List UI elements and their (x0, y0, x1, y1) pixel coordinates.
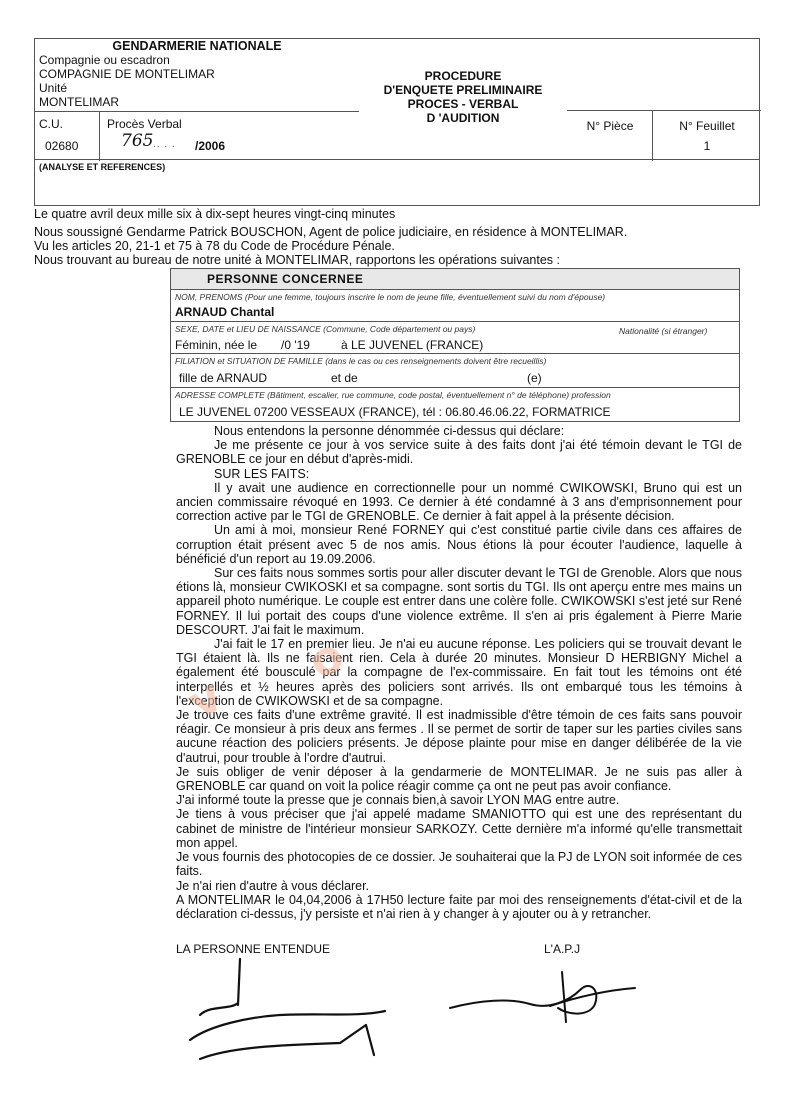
feuillet-label: N° Feuillet (679, 119, 735, 133)
statement-p13: Je n'ai rien d'autre à vous déclarer. (176, 878, 370, 893)
cu-row (35, 111, 359, 161)
filiation-suffix: (e) (527, 371, 542, 385)
pv-label: Procès Verbal (107, 117, 182, 131)
signature-right-drawing (440, 960, 640, 1040)
signature-left-drawing (170, 955, 400, 1075)
pv-dots: .. . . (153, 139, 176, 150)
statement-body (176, 424, 742, 921)
person-address-row (171, 387, 739, 421)
filiation-mother: et de (331, 371, 358, 385)
unit-name: MONTELIMAR (39, 95, 120, 109)
person-section-title: PERSONNE CONCERNEE (207, 272, 364, 286)
title-line-1: PROCEDURE (424, 69, 502, 83)
person-header-row (171, 269, 739, 289)
statement-p10: J'ai informé toute la presse que je connais bien,à savoir LYON MAG entre autre. (176, 793, 620, 808)
signature-right-label: L'A.P.J (544, 942, 581, 956)
person-box (170, 268, 740, 422)
header-title-cell (359, 39, 567, 161)
statement-p9: Je suis obliger de venir déposer à la gendarmerie de MONTELIMAR. Je ne suis pas aller à GRENOBLE car quand on voit la police réagir comme ça ont ne peut pas avoir confiance. (176, 764, 742, 794)
person-filiation-row (171, 353, 739, 387)
statement-p6: Sur ces faits nous sommes sortis pour aller discuter devant le TGI de Grenoble. Alors que nous étions là, monsieur CWIKOSKI et sa compagne. sont sortis du TGI. Ils ont aperçu entre mes mains un appareil photo numérique. Le couple est entrer dans une colère folle. CWIKOWSKI s'est jeté sur René FORNEY. Il lui portait des coups d'une violence extrême. Il s'en ai pris également à Pierre Marie DESCOURT. J'ai fait le maximum. (176, 566, 742, 637)
header-right-empty (567, 39, 761, 111)
birth-date: /0 '19 (281, 338, 310, 352)
filiation-label: FILIATION et SITUATION DE FAMILLE (dans le cas ou ces renseignements doivent être recueillis) (175, 356, 547, 366)
filiation-father: fille de ARNAUD (179, 371, 268, 385)
pv-number-handwritten: 765 (121, 131, 154, 151)
nationality-label: Nationalité (si étranger) (619, 326, 708, 336)
statement-p12: Je vous fournis des photocopies de ce dossier. Je souhaiterai que la PJ de LYON soit informée de ces faits. (176, 850, 742, 879)
piece-cell (567, 111, 653, 161)
header-right-cell (567, 39, 761, 161)
birth-place: à LE JUVENEL (FRANCE) (341, 338, 484, 352)
title-line-2: D'ENQUETE PRELIMINAIRE (383, 83, 543, 97)
header-left-cell (35, 39, 359, 161)
svg-text:v: v (178, 667, 232, 730)
cu-label: C.U. (39, 117, 63, 131)
svg-text:o: o (298, 626, 353, 690)
person-name-row (171, 289, 739, 321)
piece-label: N° Pièce (586, 119, 634, 133)
statement-p11: Je tiens à vous préciser que j'ai appelé madame SMANIOTTO qui est une des représentant du cabinet de ministre de l'intérieur monsieur SARKOZY. Cette dernière m'a informé qu'elle transmettait mon appel. (176, 807, 742, 850)
person-sex: Féminin, née le (175, 338, 258, 352)
company-name: COMPAGNIE DE MONTELIMAR (39, 67, 215, 81)
statement-p4: Il y avait une audience en correctionnelle pour un nommé CWIKOWSKI, Bruno qui est un ancien commissaire révoqué en 1993. Ce dernier à été condamné à 3 ans d'emprisonnement pour correction active par le TGI de GRENOBLE. Ce dernier à fait appel à la présente décision. (176, 480, 742, 524)
statement-p14: A MONTELIMAR le 04,04,2006 à 17H50 lecture faite par moi des renseignements d'état-civil et de la déclaration ci-dessus, j'y persiste et n'ai rien à y changer à y ajouter ou à y retrancher. (176, 892, 742, 921)
intro-articles: Vu les articles 20, 21-1 et 75 à 78 du Code de Procédure Pénale. (34, 239, 395, 253)
statement-p7: J'ai fait le 17 en premier lieu. Je n'ai eu aucune réponse. Les policiers qui se trouvait devant le TGI étaient là. Ils ne faisaient rien. Cela à durée 20 minutes. Monsieur D HERBIGNY Michel a également été bousculé par la compagne de l'ex-commissaire. En fait tout les témoins ont été interpellés et ½ heures après des policiers sont arrivés. Ils ont embarqué tous les témoins à l'exception de CWIKOWSKI et de sa compagne. (176, 637, 742, 708)
company-label: Compagnie ou escadron (39, 53, 170, 67)
cu-value: 02680 (45, 139, 79, 153)
unit-label: Unité (39, 81, 68, 95)
feuillet-value: 1 (703, 139, 711, 153)
statement-p8: Je trouve ces faits d'une extrême gravité. Il est inadmissible d'être témoin de ces faits sans pouvoir réagir. Ce monsieur à pris deux ans fermes . Il se permet de sortir de taper sur les parties civiles sans aucune réaction des policiers présents. Je dépose plainte pour mise en danger délibérée de la vie d'autrui, pour trouble à l'ordre d'autrui. (176, 708, 742, 765)
name-label: NOM, PRENOMS (Pour une femme, toujours inscrire le nom de jeune fille, éventuellement suivi du nom d'épouse) (175, 292, 606, 302)
pv-year: /2006 (195, 139, 226, 153)
header-table (34, 38, 760, 160)
person-address: LE JUVENEL 07200 VESSEAUX (FRANCE), tél : 06.80.46.06.22, FORMATRICE (179, 405, 611, 419)
statement-p3: SUR LES FAITS: (214, 466, 310, 481)
title-line-3: PROCES - VERBAL (407, 97, 519, 111)
intro-location: Nous trouvant au bureau de notre unité à MONTELIMAR, rapportons les opérations suivantes : (34, 253, 560, 267)
intro-date: Le quatre avril deux mille six à dix-sept heures vingt-cinq minutes (34, 207, 396, 221)
cu-divider (99, 111, 100, 161)
statement-p1: Nous entendons la personne dénommée ci-dessus qui déclare: (214, 424, 565, 438)
feuillet-cell (653, 111, 761, 161)
analyse-box (34, 160, 760, 206)
statement-p5: Un ami à moi, monsieur René FORNEY qui c'est constitué partie civile dans ces affaires de corruption était présent avec 5 de nos amis. Nous étions là pour écouter l'audience, laquelle à bénéficié d'un report au 19.09.2006. (176, 523, 742, 566)
address-label: ADRESSE COMPLETE (Bâtiment, escalier, rue commune, code postal, éventuellement n° de téléphone) profession (175, 390, 611, 400)
person-birth-row (171, 321, 739, 353)
statement-p2: Je me présente ce jour à vos service suite à des faits dont j'ai été témoin devant le TGI de GRENOBLE ce jour en début d'après-midi. (176, 438, 742, 467)
org-name: GENDARMERIE NATIONALE (112, 39, 282, 53)
intro-agent: Nous soussigné Gendarme Patrick BOUSCHON, Agent de police judiciaire, en résidence à MONTELIMAR. (34, 225, 628, 239)
title-line-4: D 'AUDITION (426, 111, 500, 125)
birth-label: SEXE, DATE et LIEU DE NAISSANCE (Commune, Code département ou pays) (175, 324, 476, 334)
signature-left-label: LA PERSONNE ENTENDUE (176, 942, 331, 956)
person-name: ARNAUD Chantal (175, 305, 275, 319)
analyse-label: (ANALYSE ET REFERENCES) (39, 162, 166, 172)
